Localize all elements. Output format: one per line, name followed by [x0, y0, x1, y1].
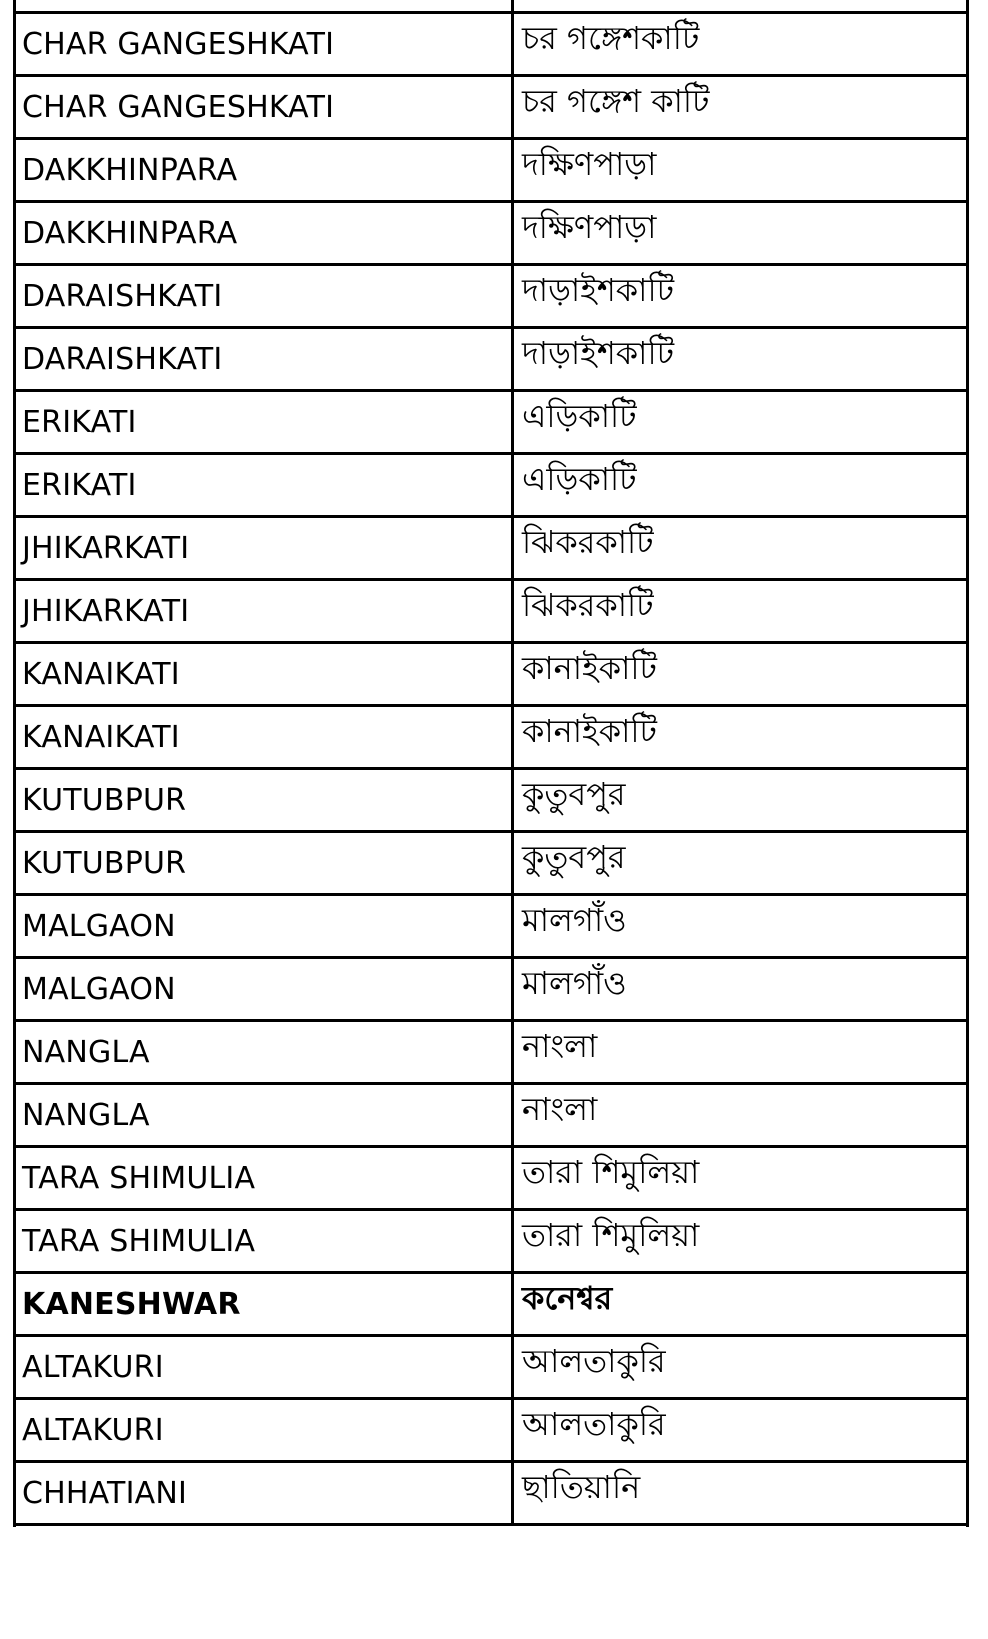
english-name-cell: DAKKHINPARA	[22, 152, 238, 188]
bengali-name-cell: কুতুবপুর	[511, 770, 969, 830]
english-name-cell: KUTUBPUR	[22, 782, 187, 818]
column-divider	[511, 0, 514, 11]
bengali-name-cell: মালগাঁও	[511, 896, 969, 956]
english-name-cell: ERIKATI	[22, 467, 137, 503]
bengali-name-cell: আলতাকুরি	[511, 1400, 969, 1460]
bengali-name-cell: তারা শিমুলিয়া	[511, 1148, 969, 1208]
table-row	[16, 1463, 969, 1526]
english-name-cell: TARA SHIMULIA	[22, 1223, 256, 1259]
table-right-edge	[966, 0, 988, 1527]
english-name-cell: ERIKATI	[22, 404, 137, 440]
bengali-name-cell: এড়িকাটি	[511, 392, 969, 452]
table-row	[16, 896, 969, 959]
english-name-cell: KANESHWAR	[22, 1286, 241, 1322]
bengali-name-cell: ঝিকরকাটি	[511, 581, 969, 641]
english-name-cell: JHIKARKATI	[22, 530, 190, 566]
table-row	[16, 833, 969, 896]
table-row	[16, 140, 969, 203]
english-name-cell: ALTAKURI	[22, 1349, 164, 1385]
bengali-name-cell: কানাইকাটি	[511, 707, 969, 767]
table-top-strip	[16, 0, 969, 14]
bengali-name-cell: আলতাকুরি	[511, 1337, 969, 1397]
bengali-name-cell: নাংলা	[511, 1085, 969, 1145]
table-row	[16, 1085, 969, 1148]
table-row	[16, 329, 969, 392]
english-name-cell: KANAIKATI	[22, 719, 180, 755]
table-row	[16, 77, 969, 140]
table-row	[16, 1022, 969, 1085]
table-row	[16, 581, 969, 644]
bengali-name-cell: দক্ষিণপাড়া	[511, 140, 969, 200]
english-name-cell: TARA SHIMULIA	[22, 1160, 256, 1196]
bengali-name-cell: কুতুবপুর	[511, 833, 969, 893]
table-row-section-header	[16, 1274, 969, 1337]
bengali-name-cell: দাড়াইশকাটি	[511, 266, 969, 326]
table-row	[16, 644, 969, 707]
table-left-edge	[0, 0, 16, 1527]
bengali-name-cell: কানাইকাটি	[511, 644, 969, 704]
bengali-name-cell: তারা শিমুলিয়া	[511, 1211, 969, 1271]
bengali-name-cell: দাড়াইশকাটি	[511, 329, 969, 389]
english-name-cell: DAKKHINPARA	[22, 215, 238, 251]
english-name-cell: KUTUBPUR	[22, 845, 187, 881]
table-row	[16, 266, 969, 329]
bengali-name-cell: মালগাঁও	[511, 959, 969, 1019]
table-row	[16, 14, 969, 77]
english-name-cell: NANGLA	[22, 1034, 150, 1070]
table-row	[16, 959, 969, 1022]
table-row	[16, 1148, 969, 1211]
table-row	[16, 518, 969, 581]
english-name-cell: CHAR GANGESHKATI	[22, 89, 335, 125]
bengali-name-cell: ঝিকরকাটি	[511, 518, 969, 578]
table-row	[16, 770, 969, 833]
table-row	[16, 455, 969, 518]
bengali-name-cell: নাংলা	[511, 1022, 969, 1082]
english-name-cell: CHAR GANGESHKATI	[22, 26, 335, 62]
bengali-name-cell: চর গঙ্গেশ কাটি	[511, 77, 969, 137]
english-name-cell: ALTAKURI	[22, 1412, 164, 1448]
bengali-name-cell: এড়িকাটি	[511, 455, 969, 515]
bengali-name-cell: ছাতিয়ানি	[511, 1463, 969, 1523]
table-row	[16, 707, 969, 770]
table-body	[16, 0, 969, 1526]
bengali-name-cell: দক্ষিণপাড়া	[511, 203, 969, 263]
bengali-name-cell: কনেশ্বর	[511, 1274, 969, 1334]
english-name-cell: JHIKARKATI	[22, 593, 190, 629]
table-row	[16, 203, 969, 266]
english-name-cell: CHHATIANI	[22, 1475, 188, 1511]
table-row	[16, 1400, 969, 1463]
english-name-cell: KANAIKATI	[22, 656, 180, 692]
english-name-cell: MALGAON	[22, 908, 176, 944]
table-row	[16, 1337, 969, 1400]
english-name-cell: NANGLA	[22, 1097, 150, 1133]
table-row	[16, 1211, 969, 1274]
english-name-cell: DARAISHKATI	[22, 341, 223, 377]
table-row	[16, 392, 969, 455]
bengali-name-cell: চর গঙ্গেশকাটি	[511, 14, 969, 74]
english-name-cell: DARAISHKATI	[22, 278, 223, 314]
english-name-cell: MALGAON	[22, 971, 176, 1007]
